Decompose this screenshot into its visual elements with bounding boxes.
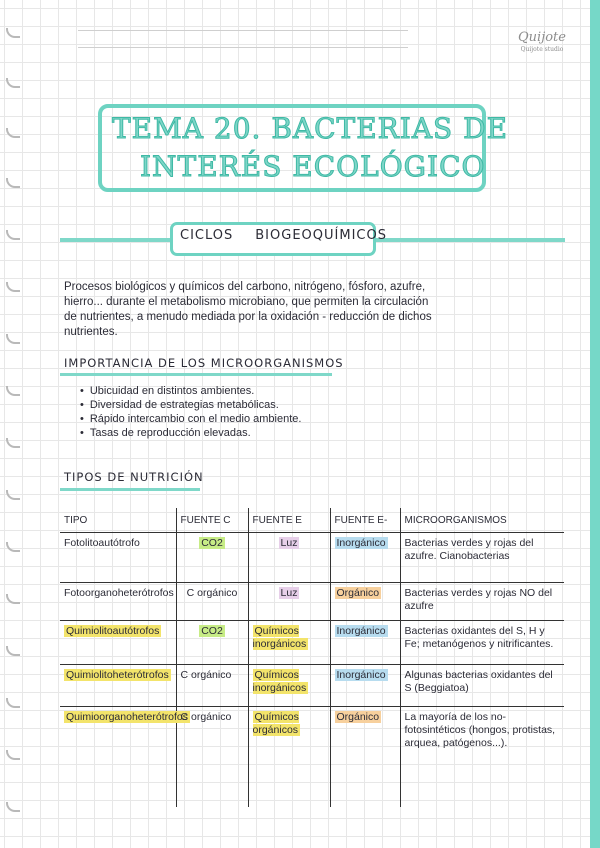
list-item: • Tasas de reproducción elevadas. (80, 426, 301, 440)
importancia-list (80, 384, 301, 440)
logo-subtitle: Quijote studio (520, 46, 564, 53)
cell-fuente-electrones: Inorgánico (330, 533, 400, 583)
heading-nutricion: TIPOS DE NUTRICIÓN (64, 470, 204, 484)
heading-underline (60, 488, 200, 491)
cell-fuente-e: Luz (248, 583, 330, 621)
cell-microorganismos: La mayoría de los no-fotosintéticos (hongos, protistas, arquea, patógenos...). (400, 707, 564, 808)
binding-hole (6, 750, 20, 760)
table-row (60, 583, 564, 621)
cell-fuente-e: Químicos inorgánicos (248, 665, 330, 707)
page-title-line-2: INTERÉS ECOLÓGICO (140, 150, 486, 183)
binding-hole (6, 334, 20, 344)
paragraph-line: de nutrientes, a menudo mediada por la oxidación - reducción de dichos (64, 311, 432, 323)
binding-hole (6, 28, 20, 38)
binding-hole (6, 230, 20, 240)
binding-hole (6, 698, 20, 708)
brand-logo (512, 30, 572, 53)
list-item: • Rápido intercambio con el medio ambiente. (80, 412, 301, 426)
cell-microorganismos: Bacterias oxidantes del S, H y Fe; metanógenos y nitrificantes. (400, 621, 564, 665)
cell-fuente-e: Químicos inorgánicos (248, 621, 330, 665)
table-row (60, 621, 564, 665)
cell-tipo: Quimiolitoheterótrofos (60, 665, 176, 707)
paragraph-line: Procesos biológicos y químicos del carbono, nitrógeno, fósforo, azufre, (64, 281, 426, 293)
binding-hole (6, 802, 20, 812)
subtitle-word-2: BIOGEOQUÍMICOS (255, 228, 387, 243)
cell-fuente-e: Luz (248, 533, 330, 583)
table-row (60, 665, 564, 707)
list-item: • Diversidad de estrategias metabólicas. (80, 398, 301, 412)
table-row (60, 707, 564, 808)
cell-fuente-c: C orgánico (176, 707, 248, 808)
column-header: TIPO (60, 508, 176, 533)
intro-paragraph (64, 280, 569, 340)
binding-hole (6, 594, 20, 604)
binding-hole (6, 128, 20, 138)
cell-fuente-electrones: Inorgánico (330, 665, 400, 707)
header-line (78, 47, 408, 48)
cell-fuente-electrones: Orgánico (330, 707, 400, 808)
cell-fuente-electrones: Inorgánico (330, 621, 400, 665)
column-header: MICROORGANISMOS (400, 508, 564, 533)
cell-tipo: Quimiolitoautótrofos (60, 621, 176, 665)
nutrition-table (60, 508, 564, 807)
binding-hole (6, 178, 20, 188)
heading-importancia: IMPORTANCIA DE LOS MICROORGANISMOS (64, 356, 344, 370)
header-line (78, 30, 408, 31)
binding-hole (6, 282, 20, 292)
paragraph-line: nutrientes. (64, 326, 118, 338)
page-title-line-1: TEMA 20. BACTERIAS DE (112, 112, 509, 145)
binding-hole (6, 438, 20, 448)
column-header: FUENTE C (176, 508, 248, 533)
cell-fuente-c: C orgánico (176, 583, 248, 621)
binding-hole (6, 386, 20, 396)
binding-hole (6, 646, 20, 656)
cell-microorganismos: Bacterias verdes y rojas NO del azufre (400, 583, 564, 621)
cell-fuente-c: C orgánico (176, 665, 248, 707)
paragraph-line: hierro... durante el metabolismo microbiano, que permiten la circulación (64, 296, 429, 308)
subtitle-word-1: CICLOS (180, 228, 234, 243)
heading-underline (60, 373, 332, 376)
cell-microorganismos: Bacterias verdes y rojas del azufre. Cianobacterias (400, 533, 564, 583)
cell-fuente-e: Químicos orgánicos (248, 707, 330, 808)
logo-name: Quijote (518, 30, 566, 45)
list-item: • Ubicuidad en distintos ambientes. (80, 384, 301, 398)
binding-hole (6, 78, 20, 88)
binding-hole (6, 542, 20, 552)
table-header-row (60, 508, 564, 533)
binding-hole (6, 490, 20, 500)
table-row (60, 533, 564, 583)
cell-fuente-c: CO2 (176, 621, 248, 665)
section-subtitle (180, 228, 387, 243)
cell-fuente-c: CO2 (176, 533, 248, 583)
cell-tipo: Fotoorganoheterótrofos (60, 583, 176, 621)
column-header: FUENTE E (248, 508, 330, 533)
cell-fuente-electrones: Orgánico (330, 583, 400, 621)
column-header: FUENTE E- (330, 508, 400, 533)
right-margin-bar (590, 0, 600, 848)
cell-tipo: Fotolitoautótrofo (60, 533, 176, 583)
cell-tipo: Quimioorganoheterótrofos (60, 707, 176, 808)
cell-microorganismos: Algunas bacterias oxidantes del S (Beggiatoa) (400, 665, 564, 707)
